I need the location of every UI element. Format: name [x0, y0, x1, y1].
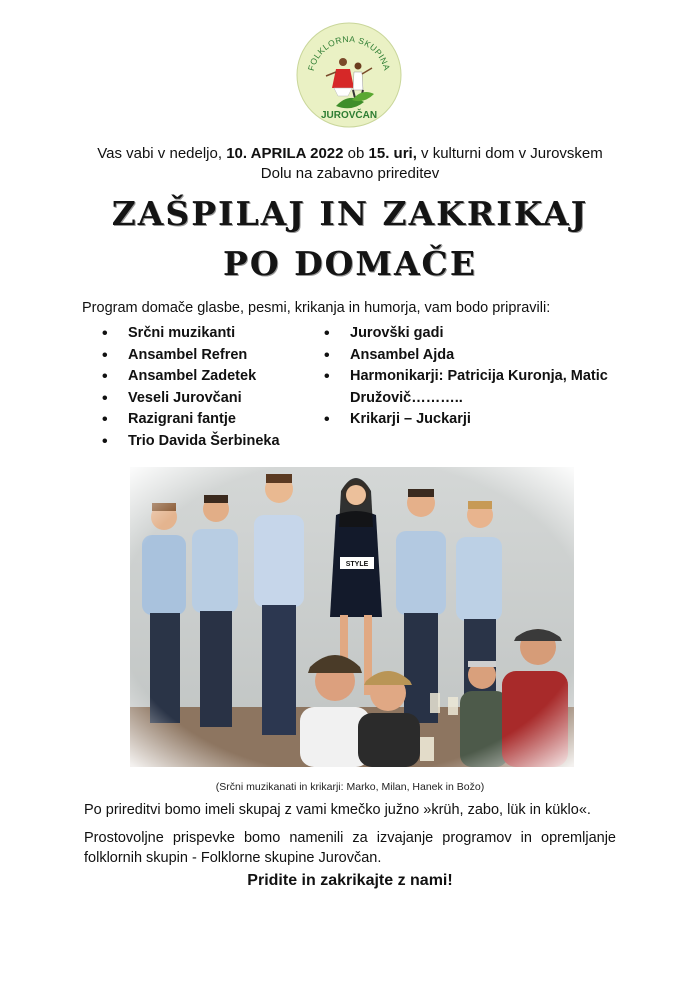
logo-arc-text: FOLKLORNA SKUPINA: [305, 33, 393, 72]
list-item: • Razigrani fantje: [108, 409, 318, 431]
invitation-line-1: [0, 144, 700, 164]
event-date: 10. APRILA 2022: [226, 145, 344, 162]
list-item: • Jurovški gadi: [330, 323, 620, 345]
list-item: • Veseli Jurovčani: [108, 388, 318, 410]
list-item: • Ansambel Zadetek: [108, 366, 318, 388]
event-title-line-2: PO DOMAČE: [223, 244, 477, 283]
list-item: • Trio Davida Šerbineka: [108, 431, 318, 453]
program-intro: Program domače glasbe, pesmi, krikanja in humorja, vam bodo pripravili:: [82, 300, 551, 316]
folklorna-skupina-logo: [296, 22, 402, 128]
list-item: • Ansambel Refren: [108, 345, 318, 367]
performers-left-list: [108, 323, 318, 452]
list-item: • Ansambel Ajda: [330, 345, 620, 367]
invite-mid: ob: [347, 145, 365, 162]
logo-name: JUROVČAN: [320, 110, 378, 121]
invite-pre: Vas vabi v nedeljo,: [97, 145, 223, 162]
invitation-text: [0, 144, 700, 184]
list-item: • Harmonikarji: Patricija Kuronja, Matic Družovič………..: [330, 366, 620, 409]
paragraph-food: Po prireditvi bomo imeli skupaj z vami kmečko južno »krüh, zabo, lük in küklo«.: [84, 802, 591, 818]
performers-right-list: [330, 323, 620, 431]
photo-caption: (Srčni muzikanati in krikarji: Marko, Milan, Hanek in Božo): [215, 781, 485, 793]
group-photo: [130, 467, 574, 767]
list-item: • Krikarji – Juckarji: [330, 409, 620, 431]
event-title-line-1: ZAŠPILAJ IN ZAKRIKAJ: [111, 194, 589, 233]
list-item: • Srčni muzikanti: [108, 323, 318, 345]
invite-post: v kulturni dom v Jurovskem: [421, 145, 603, 162]
event-time: 15. uri,: [368, 145, 417, 162]
paragraph-donations: Prostovoljne prispevke bomo namenili za izvajanje programov in opremljanje folklornih skupin - Folklorne skupine Jurovčan.: [84, 830, 616, 866]
invitation-line-2: Dolu na zabavno prireditev: [260, 165, 440, 182]
closing-line: Pridite in zakrikajte z nami!: [247, 872, 453, 889]
